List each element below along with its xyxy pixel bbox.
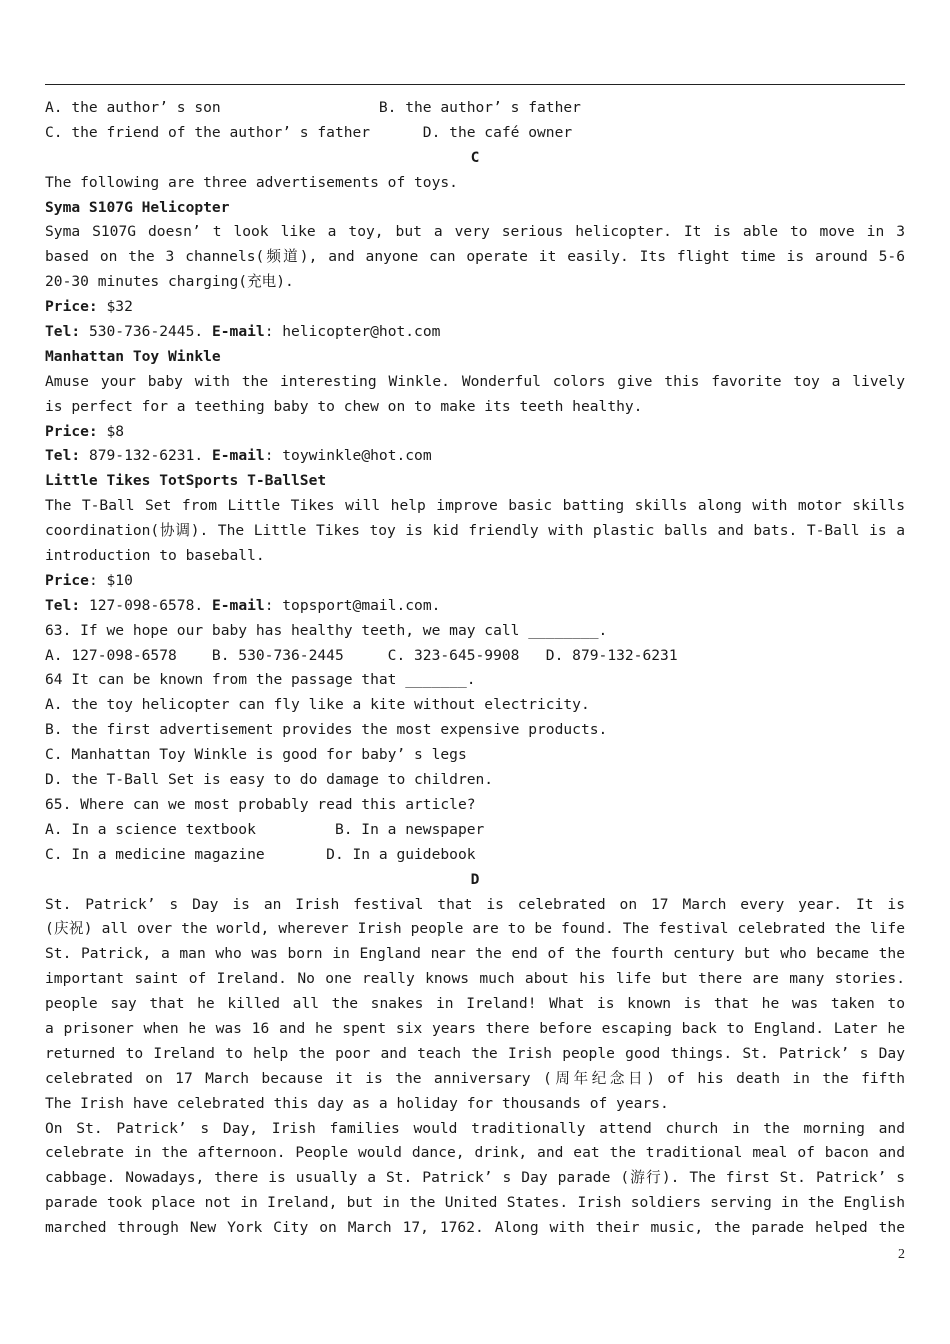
- paragraph-line: On St. Patrick’ s Day, Irish families would traditionally attend church in the morning and: [45, 1119, 905, 1137]
- option-line: A. the author’ s son B. the author’ s father: [45, 99, 581, 116]
- question-stem: 63. If we hope our baby has healthy teeth, we may call ________.: [45, 621, 608, 639]
- question-options: A. In a science textbook B. In a newspaper: [45, 820, 485, 838]
- ad-description-line: coordination(协调). The Little Tikes toy is kid friendly with plastic balls and bats. T-Ball is a: [45, 522, 905, 540]
- tel-value: 879-132-6231.: [80, 447, 204, 465]
- price-label: Price: [45, 571, 89, 589]
- ad-description-line: 20-30 minutes charging(充电).: [45, 273, 294, 291]
- ad-title: Manhattan Toy Winkle: [45, 347, 221, 365]
- question-options: C. In a medicine magazine D. In a guidebook: [45, 845, 476, 863]
- section-heading-c: C: [470, 148, 480, 166]
- paragraph-line: parade took place not in Ireland, but in the United States. Irish soldiers serving in the English: [45, 1194, 905, 1212]
- email-value: : toywinkle@hot.com: [264, 447, 432, 465]
- paragraph-line: cabbage. Nowadays, there is usually a St. Patrick’ s Day parade (游行). The first St. Patrick’ s: [45, 1169, 905, 1187]
- price-value: $8: [97, 422, 125, 440]
- paragraph-line: (庆祝) all over the world, wherever Irish people are to be found. The festival celebrated the life: [45, 920, 905, 938]
- ad-price: [45, 295, 905, 320]
- question-stem: 65. Where can we most probably read this article?: [45, 795, 476, 813]
- ad-contact: [45, 444, 905, 469]
- option-line: C. the friend of the author’ s father D. the café owner: [45, 123, 573, 141]
- paragraph-line: St. Patrick, a man who was born in England near the end of the fourth century but who became the: [45, 945, 905, 963]
- section-intro: The following are three advertisements of toys.: [45, 173, 458, 191]
- question-stem: 64 It can be known from the passage that _______.: [45, 671, 476, 689]
- ad-description-line: introduction to baseball.: [45, 547, 265, 565]
- ad-title: Syma S107G Helicopter: [45, 198, 230, 216]
- ad-description-line: Amuse your baby with the interesting Winkle. Wonderful colors give this favorite toy a lively: [45, 372, 905, 390]
- ad-contact: [45, 320, 905, 345]
- ad-contact: [45, 594, 905, 619]
- email-label: E-mail: [203, 323, 265, 341]
- paragraph-line: The Irish have celebrated this day as a holiday for thousands of years.: [45, 1094, 669, 1112]
- tel-value: 530-736-2445.: [80, 323, 204, 341]
- email-label: E-mail: [203, 447, 265, 465]
- ad-description-line: is perfect for a teething baby to chew on to make its teeth healthy.: [45, 397, 643, 415]
- paragraph-line: people say that he killed all the snakes in Ireland! What is known is that he was taken to: [45, 995, 905, 1013]
- header-rule: [45, 84, 905, 85]
- email-value: : topsport@mail.com.: [264, 596, 441, 614]
- paragraph-line: a prisoner when he was 16 and he spent six years there before escaping back to England. Later he: [45, 1019, 905, 1037]
- question-option: D. the T-Ball Set is easy to do damage to children.: [45, 771, 494, 789]
- paragraph-line: marched through New York City on March 17, 1762. Along with their music, the parade helped the: [45, 1219, 905, 1237]
- ad-description-line: Syma S107G doesn’ t look like a toy, but a very serious helicopter. It is able to move in 3: [45, 223, 905, 241]
- price-value: $32: [97, 298, 133, 316]
- tel-value: 127-098-6578.: [80, 596, 204, 614]
- tel-label: Tel:: [45, 447, 81, 465]
- ad-description-line: based on the 3 channels(频道), and anyone can operate it easily. Its flight time is around 5-6: [45, 248, 905, 266]
- ad-price: [45, 420, 905, 445]
- question-option: C. Manhattan Toy Winkle is good for baby’ s legs: [45, 746, 467, 764]
- paragraph-line: returned to Ireland to help the poor and teach the Irish people good things. St. Patrick’ s Day: [45, 1044, 905, 1062]
- ad-title: Little Tikes TotSports T-BallSet: [45, 472, 327, 490]
- ad-price: [45, 569, 905, 594]
- email-value: : helicopter@hot.com: [264, 323, 441, 341]
- section-heading-d: D: [470, 870, 480, 888]
- paragraph-line: important saint of Ireland. No one really knows much about his life but there are many stories.: [45, 970, 905, 988]
- page-number: 2: [898, 1247, 905, 1262]
- question-option: B. the first advertisement provides the most expensive products.: [45, 721, 608, 739]
- paragraph-line: celebrate in the afternoon. People would dance, drink, and eat the traditional meal of bacon and: [45, 1144, 905, 1162]
- document-body: [45, 96, 905, 1241]
- email-label: E-mail: [203, 596, 265, 614]
- paragraph-line: celebrated on 17 March because it is the anniversary (周年纪念日) of his death in the fifth: [45, 1069, 905, 1087]
- tel-label: Tel:: [45, 323, 81, 341]
- price-label: Price:: [45, 298, 98, 316]
- paragraph-line: St. Patrick’ s Day is an Irish festival that is celebrated on 17 March every year. It is: [45, 895, 905, 913]
- price-label: Price:: [45, 422, 98, 440]
- tel-label: Tel:: [45, 596, 81, 614]
- price-value: : $10: [88, 571, 133, 589]
- question-option: A. the toy helicopter can fly like a kite without electricity.: [45, 696, 590, 714]
- question-options: A. 127-098-6578 B. 530-736-2445 C. 323-645-9908 D. 879-132-6231: [45, 646, 678, 664]
- ad-description-line: The T-Ball Set from Little Tikes will help improve basic batting skills along with motor skills: [45, 497, 905, 515]
